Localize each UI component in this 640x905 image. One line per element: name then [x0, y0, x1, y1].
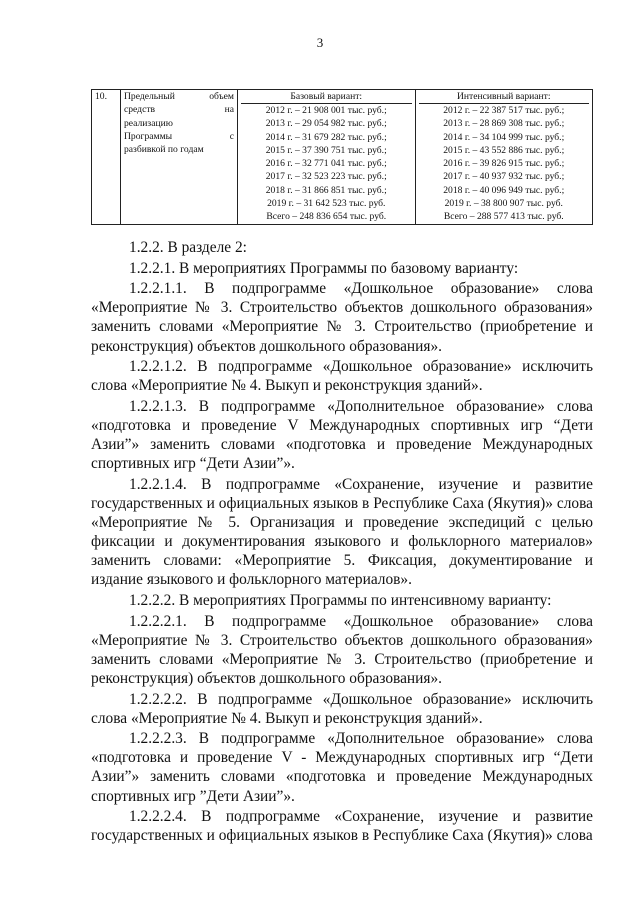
row-label-line: средств на	[124, 104, 234, 116]
row-label-line: разбивкой по годам	[124, 144, 204, 156]
intensive-value: 2018 г. – 40 096 949 тыс. руб.;	[443, 184, 565, 196]
intensive-value: 2016 г. – 39 826 915 тыс. руб.;	[443, 158, 565, 170]
base-value: 2018 г. – 31 866 851 тыс. руб.;	[265, 184, 387, 196]
paragraph: 1.2.2.2.4. В подпрограмме «Сохранение, изучение и развитие государственных и официальных языков в Республике Саха (Якутия)» слова	[91, 808, 593, 845]
base-value: 2019 г. – 31 642 523 тыс. руб.	[267, 198, 386, 210]
row-number: 10.	[92, 90, 121, 225]
intensive-total: Всего – 288 577 413 тыс. руб.	[443, 211, 564, 223]
intensive-value: 2017 г. – 40 937 932 тыс. руб.;	[443, 171, 565, 183]
paragraph: 1.2.2. В разделе 2:	[129, 239, 247, 256]
intensive-variant-header: Интенсивный вариант:	[419, 90, 590, 104]
intensive-value: 2019 г. – 38 800 907 тыс. руб.	[444, 198, 563, 210]
page-number: 3	[316, 35, 324, 50]
base-variant-header: Базовый вариант:	[241, 90, 412, 104]
base-value: 2015 г. – 37 390 751 тыс. руб.;	[265, 144, 387, 156]
base-total: Всего – 248 836 654 тыс. руб.	[266, 211, 387, 223]
table-row	[92, 90, 593, 225]
base-value: 2016 г. – 32 771 041 тыс. руб.;	[265, 158, 387, 170]
intensive-variant-column	[415, 90, 593, 225]
paragraph: 1.2.2.2. В мероприятиях Программы по интенсивному варианту:	[129, 591, 552, 609]
document-body	[91, 238, 593, 847]
intensive-value: 2013 г. – 28 869 308 тыс. руб.;	[443, 118, 565, 130]
row-label-line: Предельный объем	[124, 91, 234, 102]
paragraph: 1.2.2.1.1. В подпрограмме «Дошкольное образование» слова «Мероприятие № 3. Строительство объектов дошкольного образования» заменить словами «Мероприятие № 3. Строительство (приобретение и реконструкция) объектов дошкольного образования».	[91, 280, 593, 355]
paragraph: 1.2.2.2.1. В подпрограмме «Дошкольное образование» слова «Мероприятие № 3. Строительство объектов дошкольного образования» заменить словами «Мероприятие № 3. Строительство (приобретение и реконструкция) объектов дошкольного образования».	[91, 612, 593, 687]
paragraph: 1.2.2.2.3. В подпрограмме «Дополнительное образование» слова «подготовка и проведение V - Международных спортивных игр “Дети Азии”» заменить словами «подготовка и проведение Международных спортивных игр ”Дети Азии”».	[91, 730, 593, 805]
paragraph: 1.2.2.1.2. В подпрограмме «Дошкольное образование» исключить слова «Мероприятие № 4. Выкуп и реконструкция зданий».	[91, 358, 593, 395]
row-label-line: Программы с	[124, 130, 234, 142]
funding-table	[91, 89, 593, 225]
base-value: 2013 г. – 29 054 982 тыс. руб.;	[265, 118, 387, 130]
paragraph: 1.2.2.1. В мероприятиях Программы по базовому варианту:	[129, 259, 519, 277]
intensive-value: 2014 г. – 34 104 999 тыс. руб.;	[443, 131, 565, 143]
base-value: 2017 г. – 32 523 223 тыс. руб.;	[265, 171, 387, 183]
paragraph: 1.2.2.1.4. В подпрограмме «Сохранение, изучение и развитие государственных и официальных языков в Республике Саха (Якутия)» слова «Мероприятие № 5. Организация и проведение экспедиций с целью фиксации и документирования языкового и фольклорного материалов» заменить словами: «Мероприятие 5. Фиксация, документирование и издание языкового и фольклорного материалов».	[91, 475, 593, 589]
row-label-line: реализацию	[124, 117, 173, 129]
base-variant-column	[238, 90, 416, 225]
intensive-value: 2012 г. – 22 387 517 тыс. руб.;	[443, 105, 565, 116]
intensive-value: 2015 г. – 43 552 886 тыс. руб.;	[443, 144, 565, 156]
paragraph: 1.2.2.1.3. В подпрограмме «Дополнительное образование» слова «подготовка и проведение V Международных спортивных игр “Дети Азии”» заменить словами «подготовка и проведение Международных спортивных игр “Дети Азии”».	[91, 397, 593, 473]
base-value: 2014 г. – 31 679 282 тыс. руб.;	[265, 131, 387, 143]
row-label	[121, 90, 238, 225]
base-value: 2012 г. – 21 908 001 тыс. руб.;	[265, 105, 387, 116]
paragraph: 1.2.2.2.2. В подпрограмме «Дошкольное образование» исключить слова «Мероприятие № 4. Выкуп и реконструкция зданий».	[91, 690, 593, 727]
